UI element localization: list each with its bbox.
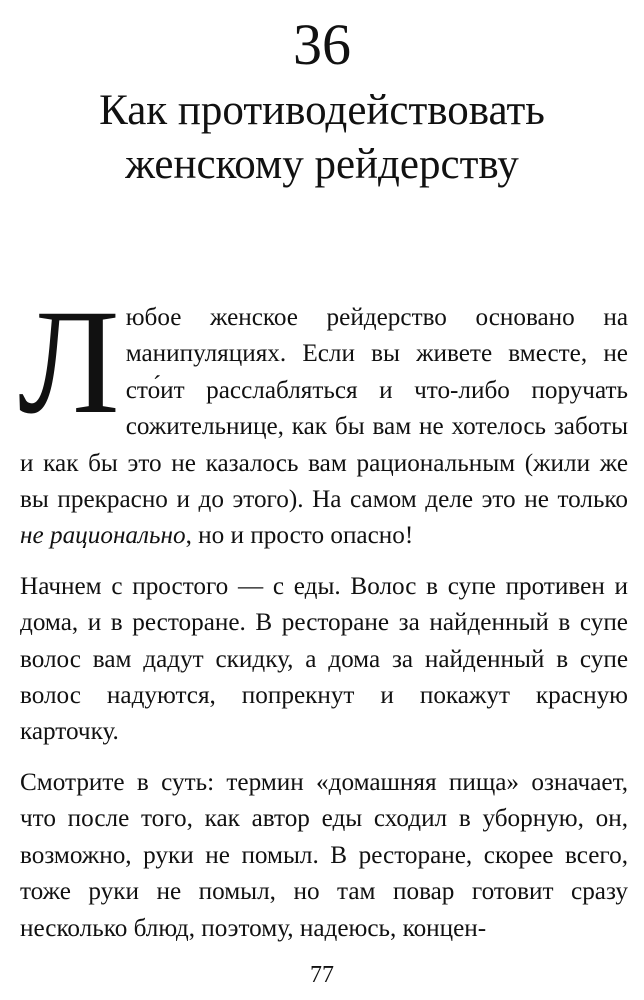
paragraph-1-emphasis: не рационально — [20, 522, 186, 550]
paragraph-3: Смотрите в суть: термин «домашняя пища» означает, что после того, как автор еды сходил в уборную, он, возможно, руки не помыл. В ресторане, скорее всего, тоже руки не помыл, но там повар готовит сразу несколько блюд, поэтому, надеюсь, концен- — [20, 768, 628, 942]
paragraph-1-text-start: юбое женское рейдерство основано на манипуляциях. Если вы живете вместе, не сто́ит расслабляться и что-либо поручать сожительнице, как бы вам не хотелось заботы и как бы это не казалось вам рациональным (жили же вы прекрасно и до этого). На самом деле это не только — [20, 304, 628, 514]
chapter-number: 36 — [293, 12, 351, 77]
chapter-title — [0, 84, 644, 192]
body-text — [18, 279, 628, 961]
drop-cap: Л — [18, 279, 120, 445]
paragraph-1-text-end: , но и просто опасно! — [185, 522, 414, 550]
page-number: 77 — [310, 962, 334, 988]
paragraph-2: Начнем с простого — с еды. Волос в супе противен и дома, и в ресторане. В ресторане за найденный в супе волос вам дадут скидку, а дома за найденный в супе волос надуются, попрекнут и покажут красную карточку. — [20, 572, 628, 746]
chapter-title-line-1: Как противодействовать — [99, 87, 545, 134]
chapter-title-line-2: женскому рейдерству — [125, 141, 519, 188]
paragraph-1 — [18, 279, 628, 555]
